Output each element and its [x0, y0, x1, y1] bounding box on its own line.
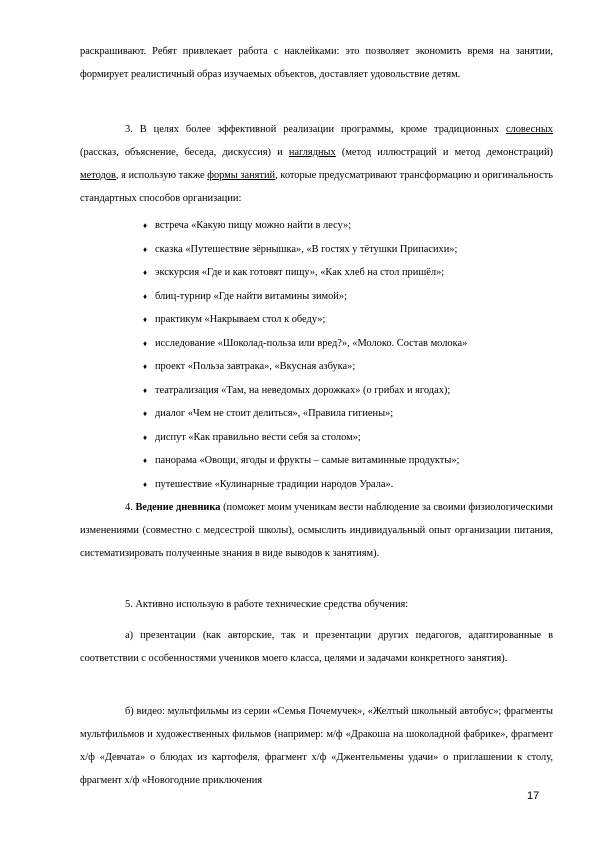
paragraph-4 [80, 496, 553, 565]
list-item: ♦ сказка «Путешествие зёрнышка», «В гостях у тётушки Припасихи»; [80, 238, 553, 262]
paragraph-3-text-mid1: (рассказ, объяснение, беседа, дискуссия) и [80, 147, 289, 158]
paragraph-3-text-mid2: (метод иллюстраций и метод демонстраций) [335, 147, 553, 158]
diary-heading: Ведение дневника [135, 502, 221, 513]
diamond-bullet-icon: ♦ [143, 338, 148, 348]
diamond-bullet-icon: ♦ [143, 268, 148, 277]
paragraph-3 [80, 118, 553, 210]
paragraph-continuation: раскрашивают. Ребят привлекает работа с наклейками: это позволяет экономить время на занятии, формирует реалистичный образ изучаемых объектов, доставляет удовольствие детям. [80, 46, 553, 80]
list-item: ♦ диалог «Чем не стоит делиться», «Правила гигиены»; [80, 402, 553, 426]
list-item: ♦ проект «Польза завтрака», «Вкусная азбука»; [80, 355, 553, 379]
diamond-bullet-icon: ♦ [143, 291, 148, 301]
paragraph-3-text-mid3: , я использую также [115, 170, 208, 181]
diamond-bullet-icon: ♦ [143, 385, 148, 395]
list-item: ♦ блиц-турнир «Где найти витамины зимой»; [80, 285, 553, 309]
paragraph-3-text-end: , которые предусматривают трансформацию и оригинальность стандартных способов организации: [80, 170, 554, 204]
diamond-bullet-icon: ♦ [143, 432, 148, 442]
diamond-bullet-icon: ♦ [143, 362, 148, 371]
underlined-forms: формы занятий [207, 170, 276, 181]
paragraph-5: 5. Активно использую в работе технические средства обучения: [125, 599, 409, 610]
underlined-methods: методов [80, 170, 116, 181]
list-item: ♦ практикум «Накрываем стол к обеду»; [80, 308, 553, 332]
underlined-visual: наглядных [288, 147, 336, 158]
paragraph-4-number: 4. [125, 502, 136, 513]
list-item: ♦ панорама «Овощи, ягоды и фрукты – самые витаминные продукты»; [80, 449, 553, 473]
paragraph-4-text: (поможет моим ученикам вести наблюдение за своими физиологическими изменениями (совместно с медсестрой школы), осмыслить индивидуальный опыт организации питания, систематизировать полученные знания в виде выводов к занятиям). [80, 502, 553, 559]
diamond-bullet-icon: ♦ [143, 456, 148, 465]
list-item: ♦ путешествие «Кулинарные традиции народов Урала». [80, 473, 553, 497]
list-item: ♦ диспут «Как правильно вести себя за столом»; [80, 426, 553, 450]
diamond-bullet-icon: ♦ [143, 244, 148, 254]
underlined-verbal: словесных [505, 124, 553, 135]
diamond-bullet-icon: ♦ [143, 315, 148, 324]
diamond-bullet-icon: ♦ [143, 409, 148, 418]
list-item: ♦ театрализация «Там, на неведомых дорожках» (о грибах и ягодах); [80, 379, 553, 403]
diamond-bullet-icon: ♦ [143, 479, 148, 489]
diamond-bullet-icon: ♦ [143, 221, 148, 230]
lesson-forms-list [80, 214, 553, 496]
paragraph-b: б) видео: мультфильмы из серии «Семья Почемучек», «Желтый школьный автобус»; фрагменты мультфильмов и художественных фильмов (например: м/ф «Дракоша на шоколадной фабрике», фрагмент х/ф «Девчата» о блюдах из картофеля, фрагмент х/ф «Джентельмены удачи» о приглашении к столу, фрагмент х/ф «Новогодние приключения [80, 706, 553, 786]
paragraph-3-text-start: 3. В целях более эффективной реализации программы, кроме традиционных [125, 124, 506, 135]
list-item: ♦ встреча «Какую пищу можно найти в лесу»; [80, 214, 553, 238]
paragraph-a: а) презентации (как авторские, так и презентации других педагогов, адаптированные в соответствии с особенностями учеников моего класса, целями и задачами конкретного занятия). [80, 630, 553, 664]
page-number: 17 [527, 790, 540, 802]
list-item: ♦ экскурсия «Где и как готовят пищу», «Как хлеб на стол пришёл»; [80, 261, 553, 285]
list-item: ♦ исследование «Шоколад-польза или вред?», «Молоко. Состав молока» [80, 332, 553, 356]
